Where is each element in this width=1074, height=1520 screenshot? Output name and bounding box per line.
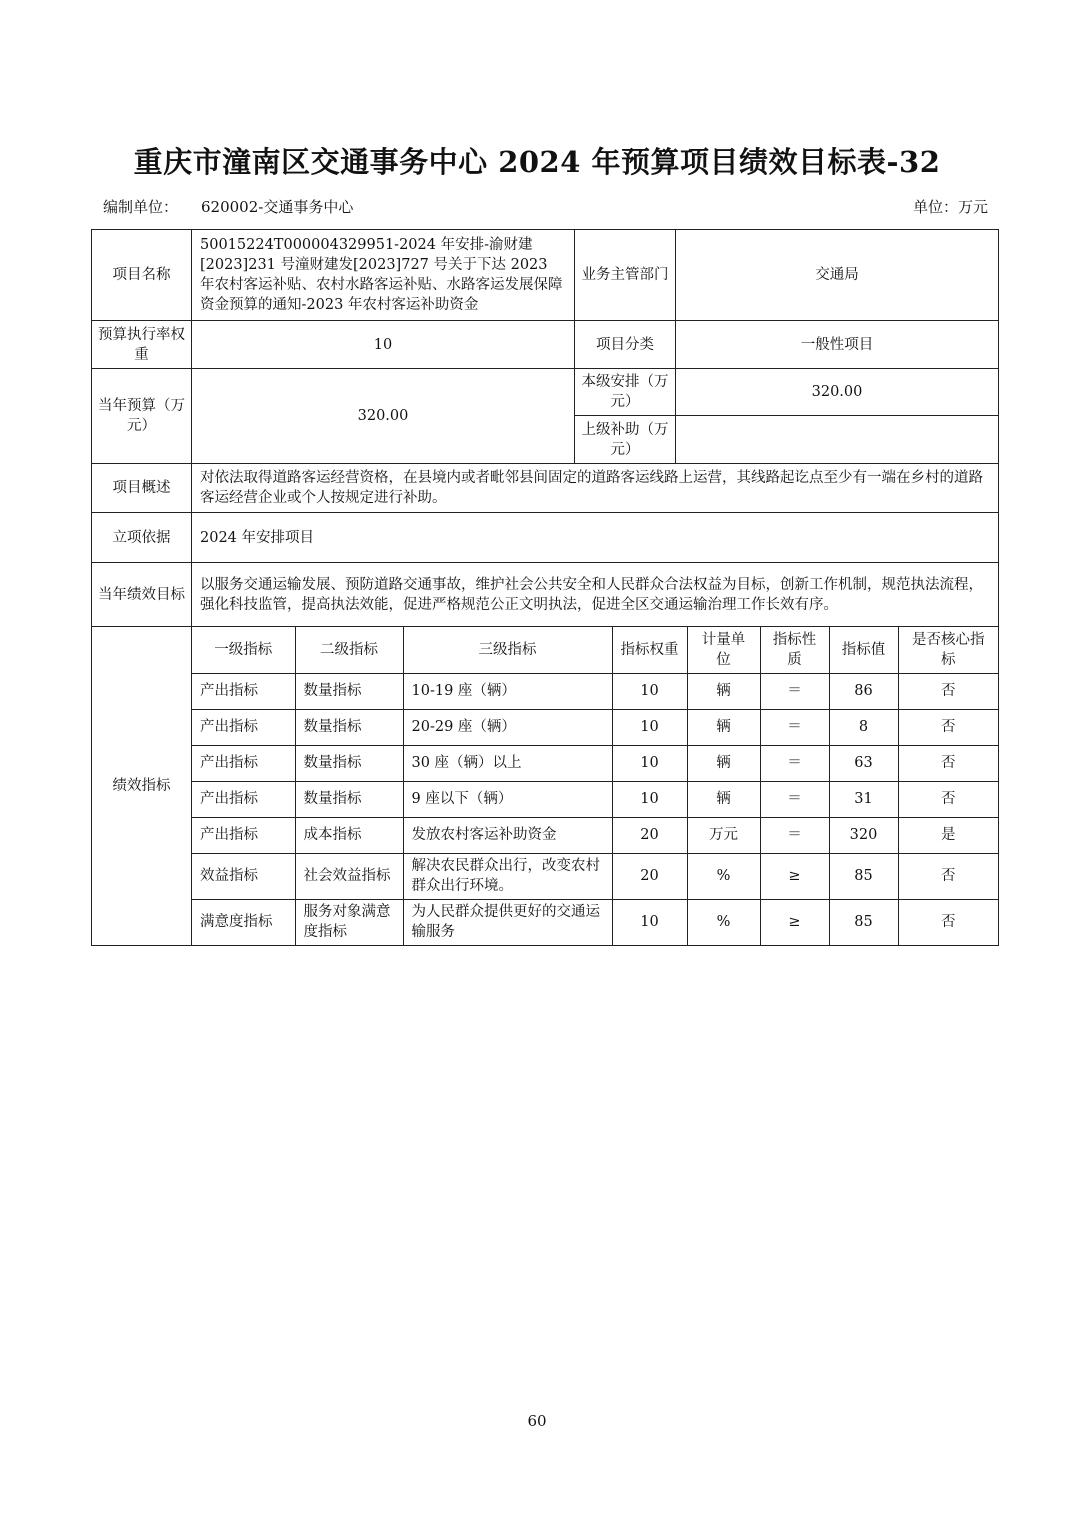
level2-cell: 成本指标 [295,817,403,853]
preparing-unit-value: 620002-交通事务中心 [201,198,354,216]
level3-cell: 9 座以下（辆） [403,781,612,817]
nature-cell: ＝ [760,709,829,745]
nature-cell: ＝ [760,781,829,817]
unit-cell: % [687,899,760,945]
category-value: 一般性项目 [676,321,999,369]
level1-cell: 产出指标 [192,781,295,817]
value-cell: 85 [829,899,898,945]
table-row [192,673,998,709]
table-row [192,745,998,781]
header-weight: 指标权重 [612,627,687,673]
local-value: 320.00 [676,369,999,416]
level2-cell: 社会效益指标 [295,853,403,899]
header-unit: 计量单位 [687,627,760,673]
currency-unit: 单位：万元 [912,198,988,216]
level1-cell: 产出指标 [192,673,295,709]
weight-cell: 10 [612,745,687,781]
dept-label: 业务主管部门 [575,230,676,321]
value-cell: 86 [829,673,898,709]
nature-cell: ≥ [760,853,829,899]
level2-cell: 服务对象满意度指标 [295,899,403,945]
table-row [192,817,998,853]
overview-value: 对依法取得道路客运经营资格，在县境内或者毗邻县间固定的道路客运线路上运营，其线路起讫点至少有一端在乡村的道路客运经营企业或个人按规定进行补助。 [192,464,999,513]
dept-value: 交通局 [676,230,999,321]
header-value: 指标值 [829,627,898,673]
indicators-table [192,627,998,945]
weight-cell: 10 [612,899,687,945]
nature-cell: ≥ [760,899,829,945]
level1-cell: 产出指标 [192,745,295,781]
level3-cell: 20-29 座（辆） [403,709,612,745]
level2-cell: 数量指标 [295,781,403,817]
table-row [192,709,998,745]
header-level3: 三级指标 [403,627,612,673]
level1-cell: 产出指标 [192,817,295,853]
upper-value [676,416,999,464]
value-cell: 85 [829,853,898,899]
level2-cell: 数量指标 [295,745,403,781]
unit-cell: 辆 [687,781,760,817]
level3-cell: 30 座（辆）以上 [403,745,612,781]
core-cell: 是 [898,817,998,853]
value-cell: 31 [829,781,898,817]
budget-value: 320.00 [192,369,575,464]
indicators-cell [192,627,999,946]
weight-value: 10 [192,321,575,369]
value-cell: 8 [829,709,898,745]
level3-cell: 10-19 座（辆） [403,673,612,709]
preparing-unit-label: 编制单位： [103,198,179,216]
unit-cell: 万元 [687,817,760,853]
basis-value: 2024 年安排项目 [192,513,999,563]
weight-cell: 10 [612,673,687,709]
header-level1: 一级指标 [192,627,295,673]
unit-cell: 辆 [687,709,760,745]
weight-cell: 10 [612,709,687,745]
preparing-unit [103,196,353,217]
level2-cell: 数量指标 [295,673,403,709]
table-row [192,899,998,945]
weight-cell: 20 [612,853,687,899]
level3-cell: 为人民群众提供更好的交通运输服务 [403,899,612,945]
nature-cell: ＝ [760,673,829,709]
weight-cell: 20 [612,817,687,853]
nature-cell: ＝ [760,745,829,781]
header-level2: 二级指标 [295,627,403,673]
core-cell: 否 [898,709,998,745]
unit-cell: % [687,853,760,899]
value-cell: 320 [829,817,898,853]
level1-cell: 效益指标 [192,853,295,899]
basis-label: 立项依据 [92,513,192,563]
goal-label: 当年绩效目标 [92,563,192,627]
level1-cell: 产出指标 [192,709,295,745]
table-row [192,853,998,899]
unit-cell: 辆 [687,745,760,781]
project-name-value: 50015224T000004329951-2024 年安排-渝财建[2023]231 号潼财建发[2023]727 号关于下达 2023 年农村客运补贴、农村水路客运补贴、水路客运发展保障资金预算的通知-2023 年农村客运补助资金 [192,230,575,321]
core-cell: 否 [898,853,998,899]
category-label: 项目分类 [575,321,676,369]
indicators-label: 绩效指标 [92,627,192,946]
indicators-header-row [192,627,998,673]
level2-cell: 数量指标 [295,709,403,745]
page-number: 60 [527,1412,547,1430]
project-name-label: 项目名称 [92,230,192,321]
budget-label: 当年预算（万元） [92,369,192,464]
table-row [192,781,998,817]
header-core: 是否核心指标 [898,627,998,673]
core-cell: 否 [898,745,998,781]
level1-cell: 满意度指标 [192,899,295,945]
core-cell: 否 [898,781,998,817]
weight-cell: 10 [612,781,687,817]
header-nature: 指标性质 [760,627,829,673]
performance-table [91,229,999,946]
nature-cell: ＝ [760,817,829,853]
goal-value: 以服务交通运输发展、预防道路交通事故，维护社会公共安全和人民群众合法权益为目标，创新工作机制，规范执法流程，强化科技监管，提高执法效能，促进严格规范公正文明执法，促进全区交通运输治理工作长效有序。 [192,563,999,627]
page-title: 重庆市潼南区交通事务中心 2024 年预算项目绩效目标表-32 [133,145,941,179]
unit-cell: 辆 [687,673,760,709]
level3-cell: 发放农村客运补助资金 [403,817,612,853]
level3-cell: 解决农民群众出行，改变农村群众出行环境。 [403,853,612,899]
upper-label: 上级补助（万元） [575,416,676,464]
local-label: 本级安排（万元） [575,369,676,416]
core-cell: 否 [898,899,998,945]
weight-label: 预算执行率权重 [92,321,192,369]
core-cell: 否 [898,673,998,709]
overview-label: 项目概述 [92,464,192,513]
value-cell: 63 [829,745,898,781]
